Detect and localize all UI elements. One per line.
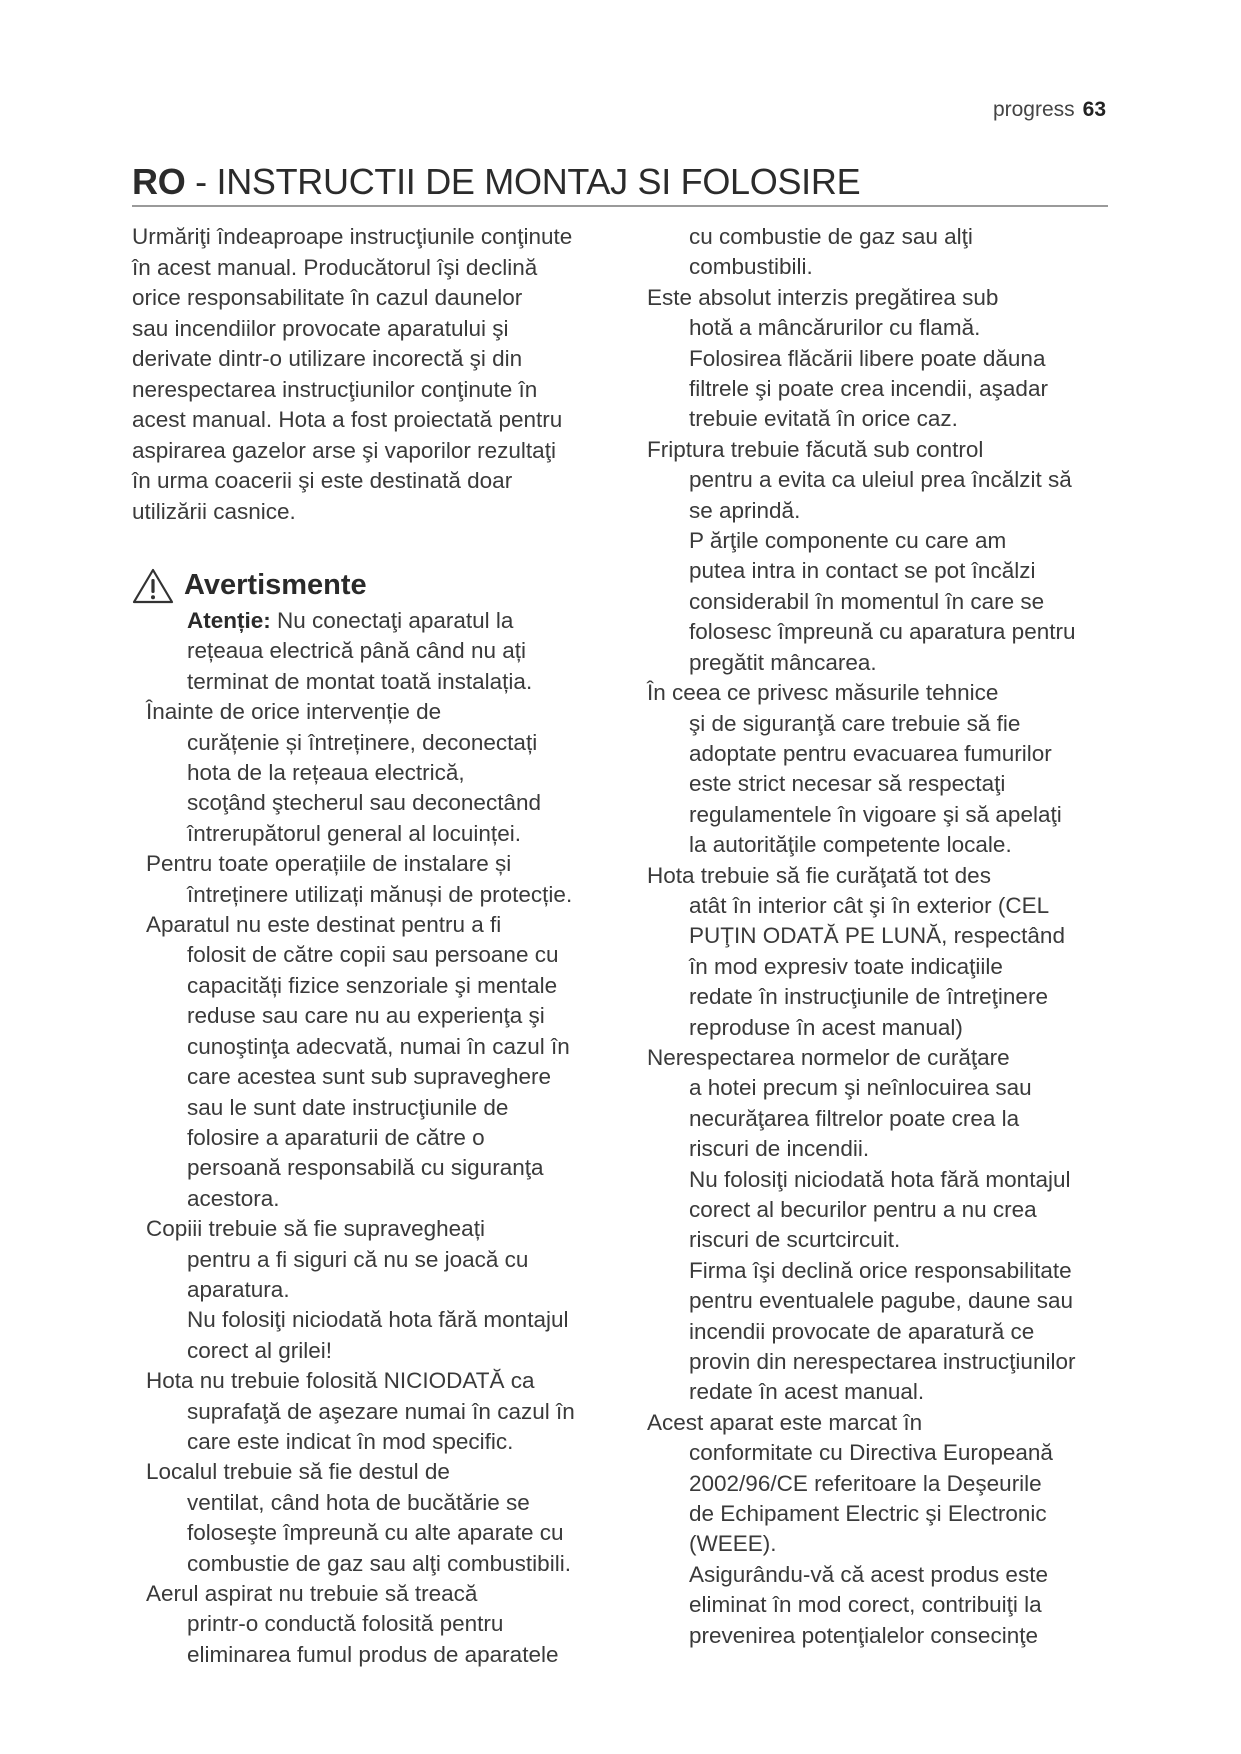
right-warning-list [647,222,1117,1651]
warning-item [132,1214,632,1366]
warning-item-first-line: Hota trebuie să fie curăţată tot des [647,862,991,888]
warning-item-line: regulamentele în vigoare şi să apelaţi [689,801,1062,827]
warning-item-line: folosesc împreună cu aparatura pentru [689,619,1076,645]
warning-item-line: combustibili. [689,254,813,280]
warning-item-line: redate în acest manual. [689,1379,925,1405]
warning-item-line: filtrele şi poate crea incendii, aşadar [689,376,1048,402]
warning-item [647,861,1117,1043]
warning-item [132,910,632,1214]
warning-item-line: adoptate pentru evacuarea fumurilor [689,740,1052,766]
warning-item [132,1579,632,1670]
warning-item-first-line: Aerul aspirat nu trebuie să treacă [146,1581,478,1606]
warning-item-line: riscuri de incendii. [689,1136,870,1162]
warning-item-line: 2002/96/CE referitoare la Deşeurile [689,1470,1042,1496]
warning-item-first-line: Aparatul nu este destinat pentru a fi [146,912,502,938]
warning-item-line: (WEEE). [689,1531,777,1557]
warning-item-line: hota de la rețeaua electrică, [187,760,465,786]
intro-line: nerespectarea instrucţiunilor conţinute în [132,376,538,402]
page-number: 63 [1082,98,1106,121]
warning-item-line: folosire a aparaturii de către o [187,1124,485,1150]
attention-line: terminat de montat toată instalația. [187,668,533,694]
warning-item [647,1408,1117,1651]
warning-item-line: provin din nerespectarea instrucţiunilor [689,1349,1076,1375]
warning-item-line: se aprindă. [689,497,801,523]
warning-item-first-line: Nerespectarea normelor de curăţare [647,1044,1010,1070]
attention-text: Nu conectaţi aparatul la [270,608,514,633]
warning-item-line: care acestea sunt sub supraveghere [187,1064,551,1090]
intro-line: utilizării casnice. [132,498,296,524]
warnings-title: Avertismente [184,569,367,601]
warning-item-line: atât în interior cât şi în exterior (CEL [689,892,1050,918]
warning-item [647,678,1117,860]
title-divider [132,205,1108,207]
warning-item-line: foloseşte împreună cu alte aparate cu [187,1520,564,1546]
left-warning-list [132,697,632,1670]
warning-item-line: acestora. [187,1185,280,1211]
warning-item-line: care este indicat în mod specific. [187,1428,514,1454]
warning-item [647,1043,1117,1408]
title-text: - INSTRUCTII DE MONTAJ SI FOLOSIRE [185,161,861,202]
warning-item-line: cunoştinţa adecvată, numai în cazul în [187,1033,570,1059]
warning-item-line: incendii provocate de aparatură ce [689,1318,1035,1344]
warning-item-line: riscuri de scurtcircuit. [689,1227,901,1253]
left-column [132,222,632,1670]
language-code: RO [132,161,186,202]
warning-item [647,222,1117,283]
warning-item [647,435,1117,678]
warning-item-line: pentru a evita ca uleiul prea încălzit să [689,467,1072,493]
intro-line: derivate dintr-o utilizare incorectă şi din [132,346,523,371]
attention-line [132,606,632,636]
warning-item-line: întreținere utilizați mănuși de protecție. [187,881,573,907]
warning-item-line: pentru eventualele pagube, daune sau [689,1288,1074,1314]
warning-item-line: Folosirea flăcării libere poate dăuna [689,345,1046,371]
warning-item-line: redate în instrucţiunile de întreţinere [689,984,1048,1010]
warning-item-line: reproduse în acest manual) [689,1014,963,1040]
warning-item-line: conformitate cu Directiva Europeană [689,1440,1053,1466]
warning-item-line: considerabil în momentul în care se [689,588,1045,614]
warning-item-line: de Echipament Electric şi Electronic [689,1501,1047,1527]
warning-item-line: scoţând ştecherul sau deconectând [187,790,541,816]
intro-line: în acest manual. Producătorul îşi declină [132,254,538,280]
warning-item-line: cu combustie de gaz sau alţi [689,224,973,249]
attention-item [132,606,632,697]
warning-item-line: ventilat, când hota de bucătărie se [187,1489,530,1515]
warning-item-line: la autorităţile competente locale. [689,832,1012,858]
attention-line: rețeaua electrică până când nu ați [187,638,526,664]
warning-item-first-line: Copiii trebuie să fie supravegheați [146,1216,485,1242]
page-title [132,158,1106,206]
warning-item-line: Nu folosiţi niciodată hota fără montajul [689,1166,1071,1192]
warnings-heading [132,566,632,606]
warning-item-line: aparatura. [187,1276,290,1302]
warning-item [132,1457,632,1579]
warning-item-line: eliminat în mod corect, contribuiţi la [689,1592,1042,1618]
warning-item-line: şi de siguranţă care trebuie să fie [689,710,1021,736]
attention-label: Atenție: [187,608,271,633]
warning-item-line: este strict necesar să respectaţi [689,771,1006,797]
warning-item-line: corect al becurilor pentru a nu crea [689,1197,1037,1222]
warning-item-line: combustie de gaz sau alţi combustibili. [187,1550,571,1576]
warning-item-line: a hotei precum şi neînlocuirea sau [689,1075,1032,1101]
warning-item-line: trebuie evitată în orice caz. [689,406,958,432]
warning-item-line: capacități fizice senzoriale şi mentale [187,972,558,998]
warning-item-line: eliminarea fumul produs de aparatele [187,1641,559,1667]
intro-line: aspirarea gazelor arse şi vaporilor rezultaţi [132,437,556,463]
warning-item-first-line: În ceea ce privesc măsurile tehnice [647,680,999,706]
warning-item [132,697,632,849]
warning-item-line: P ărţile componente cu care am [689,528,1007,554]
intro-line: sau incendiilor provocate aparatului şi [132,315,509,341]
warning-item-first-line: Hota nu trebuie folosită NICIODATĂ ca [146,1368,535,1394]
intro-line: în urma coacerii şi este destinată doar [132,468,513,493]
warning-item-first-line: Acest aparat este marcat în [647,1409,923,1435]
intro-line: acest manual. Hota a fost proiectată pentru [132,407,563,432]
warning-item-line: Asigurându-vă că acest produs este [689,1561,1048,1587]
warning-item-line: întrerupătorul general al locuinței. [187,820,521,846]
warning-item-line: suprafaţă de aşezare numai în cazul în [187,1398,575,1424]
brand-label: progress [992,98,1075,121]
warning-triangle-icon [132,568,174,604]
warning-item-line: putea intra in contact se pot încălzi [689,558,1036,584]
warning-item [132,1366,632,1457]
warning-item-first-line: Înainte de orice intervenție de [146,699,442,725]
warning-item-line: pentru a fi siguri că nu se joacă cu [187,1246,529,1272]
intro-line: Urmăriţi îndeaproape instrucţiunile conţinute [132,224,573,249]
warning-item-line: prevenirea potenţialelor consecinţe [689,1622,1038,1648]
warning-item-line: Nu folosiţi niciodată hota fără montajul [187,1307,569,1333]
warning-item-first-line: Pentru toate operațiile de instalare și [146,851,512,877]
warning-item-line: necurăţarea filtrelor poate crea la [689,1105,1020,1131]
warning-item [647,283,1117,435]
warning-item-first-line: Localul trebuie să fie destul de [146,1459,450,1485]
warning-item-line: în mod expresiv toate indicaţiile [689,953,1003,979]
warning-item-line: corect al grilei! [187,1337,333,1363]
warning-item-line: Firma îşi declină orice responsabilitate [689,1257,1072,1283]
warning-item-line: PUŢIN ODATĂ PE LUNĂ, respectând [689,923,1065,949]
warning-item-line: pregătit mâncarea. [689,649,877,675]
right-column [647,222,1117,1651]
intro-line: orice responsabilitate în cazul daunelor [132,285,523,310]
warning-item-line: folosit de către copii sau persoane cu [187,942,559,968]
warning-item [132,849,632,910]
warning-item-line: sau le sunt date instrucţiunile de [187,1094,509,1120]
warning-item-line: persoană responsabilă cu siguranţa [187,1155,544,1181]
warning-item-line: printr-o conductă folosită pentru [187,1611,504,1637]
warning-item-first-line: Friptura trebuie făcută sub control [647,436,984,462]
page-header [993,98,1106,122]
intro-paragraph [132,222,632,527]
warning-item-line: curățenie și întreținere, deconectați [187,729,538,755]
warning-item-first-line: Este absolut interzis pregătirea sub [647,284,999,310]
warning-item-line: reduse sau care nu au experienţa şi [187,1003,545,1029]
warning-item-line: hotă a mâncărurilor cu flamă. [689,315,981,341]
